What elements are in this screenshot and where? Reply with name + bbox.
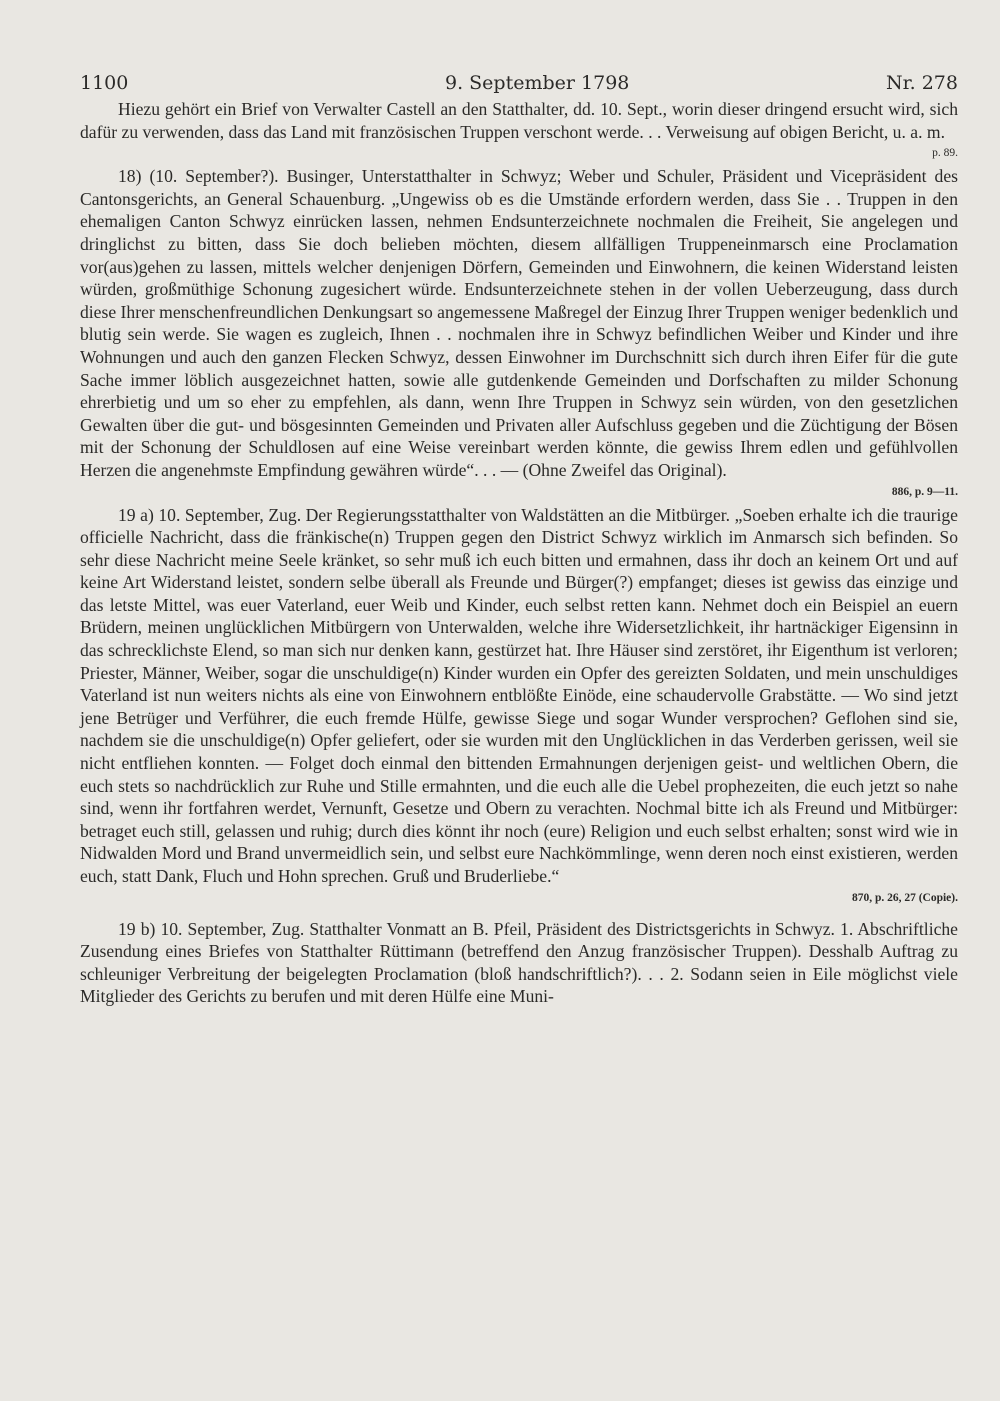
- source-reference: 886, p. 9—11.: [891, 485, 958, 498]
- header-date: 9. September 1798: [445, 72, 630, 94]
- paragraph-19b: 19 b) 10. September, Zug. Statthalter Vonmatt an B. Pfeil, Präsident des Districtsgerichts in Schwyz. 1. Abschriftliche Zusendung eines Briefes von Statthalter Rüttimann (betreffend den Anzug französischer Truppen). Desshalb Auftrag zu schleuniger Verbreitung der beigelegten Proclamation (bloß handschriftlich?). . . 2. Sodann seien in Eile möglichst viele Mitglieder des Gerichts zu berufen und mit deren Hülfe eine Muni-: [80, 918, 958, 1007]
- source-reference: 870, p. 26, 27 (Copie).: [851, 891, 958, 904]
- paragraph-gap: [80, 910, 958, 918]
- page-number: 1100: [80, 72, 129, 94]
- paragraph-18: 18) (10. September?). Businger, Unterstatthalter in Schwyz; Weber und Schuler, Präsident und Vicepräsident des Cantonsgerichts, an General Schauenburg. „Ungewiss ob es die Umstände erfordern werden, dass Sie . . Truppen in den ehemaligen Canton Schwyz einrücken lassen, nehmen Endsunterzeichnete nochmalen die Freiheit, Sie angelegen und dringlichst zu bitten, dass Sie doch belieben möchten, diesem allfälligen Truppeneinmarsch eine Proclamation vor(aus)gehen zu lassen, mittels welcher denjenigen Dörfern, Gemeinden und Einwohnern, die keinen Widerstand leisten würden, großmüthige Schonung zugesichert würde. Endsunterzeichnete stehen in der vollen Ueberzeugung, dass durch diese Ihrer menschenfreundlichen Denkungsart so angemessene Maßregel der Einzug Ihrer Truppen weniger bedenklich und blutig sein werde. Sie wagen es zugleich, Ihnen . . nochmalen ihre in Schwyz befindlichen Weiber und Kinder und ihre Wohnungen und auch den ganzen Flecken Schwyz, dessen Einwohner im Durchschnitt sich durch ihren Eifer für die gute Sache immer löblich ausgezeichnet hatten, sowie alle gutdenkende Gemeinden und Dorfschaften zu milder Schonung ehrerbietig und um so eher zu empfehlen, als dann, wenn Ihre Truppen in Schwyz sein würden, von den gesetzlichen Gewalten über die gut- und bösgesinnten Gemeinden und Privaten aller Aufschluss gegeben und die Züchtigung der Bösen mit der Schonung der Schuldlosen auf eine Weise vereinbart werden könnte, die gewiss Ihrem edlen und gefühlvollen Herzen die angenehmste Empfindung gewähren würde“. . . — (Ohne Zweifel das Original).: [80, 166, 958, 480]
- paragraph-19a: 19 a) 10. September, Zug. Der Regierungsstatthalter von Waldstätten an die Mitbürger. „Soeben erhalte ich die traurige officielle Nachricht, dass die fränkische(n) Truppen gegen den District Schwyz wirklich im Anmarsch sich befinden. So sehr diese Nachricht meine Seele kränket, so sehr muß ich euch bitten und ermahnen, dass ihr doch an keinem Ort und auf keine Art Widerstand leistet, sondern selbe überall als Freunde und Bürger(?) empfanget; dieses ist gewiss das einzige und das letste Mittel, was euer Vaterland, euer Weib und Kinder, euch selbst retten kann. Nehmet doch ein Beispiel an euern Brüdern, meinen unglücklichen Mitbürgern von Unterwalden, welche ihre Widersetzlichkeit, ihr hartnäckiger Eigensinn in das schrecklichste Elend, so man sich nur denken kann, gestürzet hat. Ihre Häuser sind zerstöret, ihr Eigenthum ist verloren; Priester, Männer, Weiber, sogar die unschuldige(n) Kinder wurden ein Opfer des gereizten Soldaten, und mein unschuldiges Vaterland ist nun weiters nichts als eine von Einwohnern entblößte Einöde, eine schaudervolle Grabstätte. — Wo sind jetzt jene Betrüger und Verführer, die euch fremde Hülfe, gewisse Siege und sogar Wunder versprochen? Geflohen sind sie, nachdem sie die unschuldige(n) Opfer geliefert, oder sie wurden mit den Unglücklichen in das Verderben gerissen, weil sie nicht entfliehen konnten. — Folget doch einmal den bittenden Ermahnungen derjenigen geist- und weltlichen Obern, die euch stets so nachdrücklich zur Ruhe und Stille ermahnten, und die euch alle die Uebel prophezeiten, die euch jetzt so nahe sind, wenn ihr fortfahren werdet, Vernunft, Gesetze und Obern zu verachten. Nochmal bitte ich als Freund und Mitbürger: betraget euch still, gelassen und ruhig; durch dies könnt ihr noch (eure) Religion und euch selbst erhalten; sonst wird wie in Nidwalden Mord und Brand unvermeidlich sein, und selbst eure Nachkömmlinge, wenn deren noch einst existieren, werden euch, statt Dank, Fluch und Hohn sprechen. Gruß und Bruderliebe.“: [80, 504, 958, 886]
- paragraph-castell-letter: Hiezu gehört ein Brief von Verwalter Castell an den Statthalter, dd. 10. Sept., worin dieser dringend ersucht wird, sich dafür zu verwenden, dass das Land mit französischen Truppen verschont werde. . . Verweisung auf obigen Bericht, u. a. m.: [80, 99, 958, 142]
- page-header: [80, 72, 958, 94]
- body-text: [80, 98, 958, 1008]
- document-number: Nr. 278: [886, 72, 958, 94]
- source-reference: p. 89.: [932, 147, 958, 160]
